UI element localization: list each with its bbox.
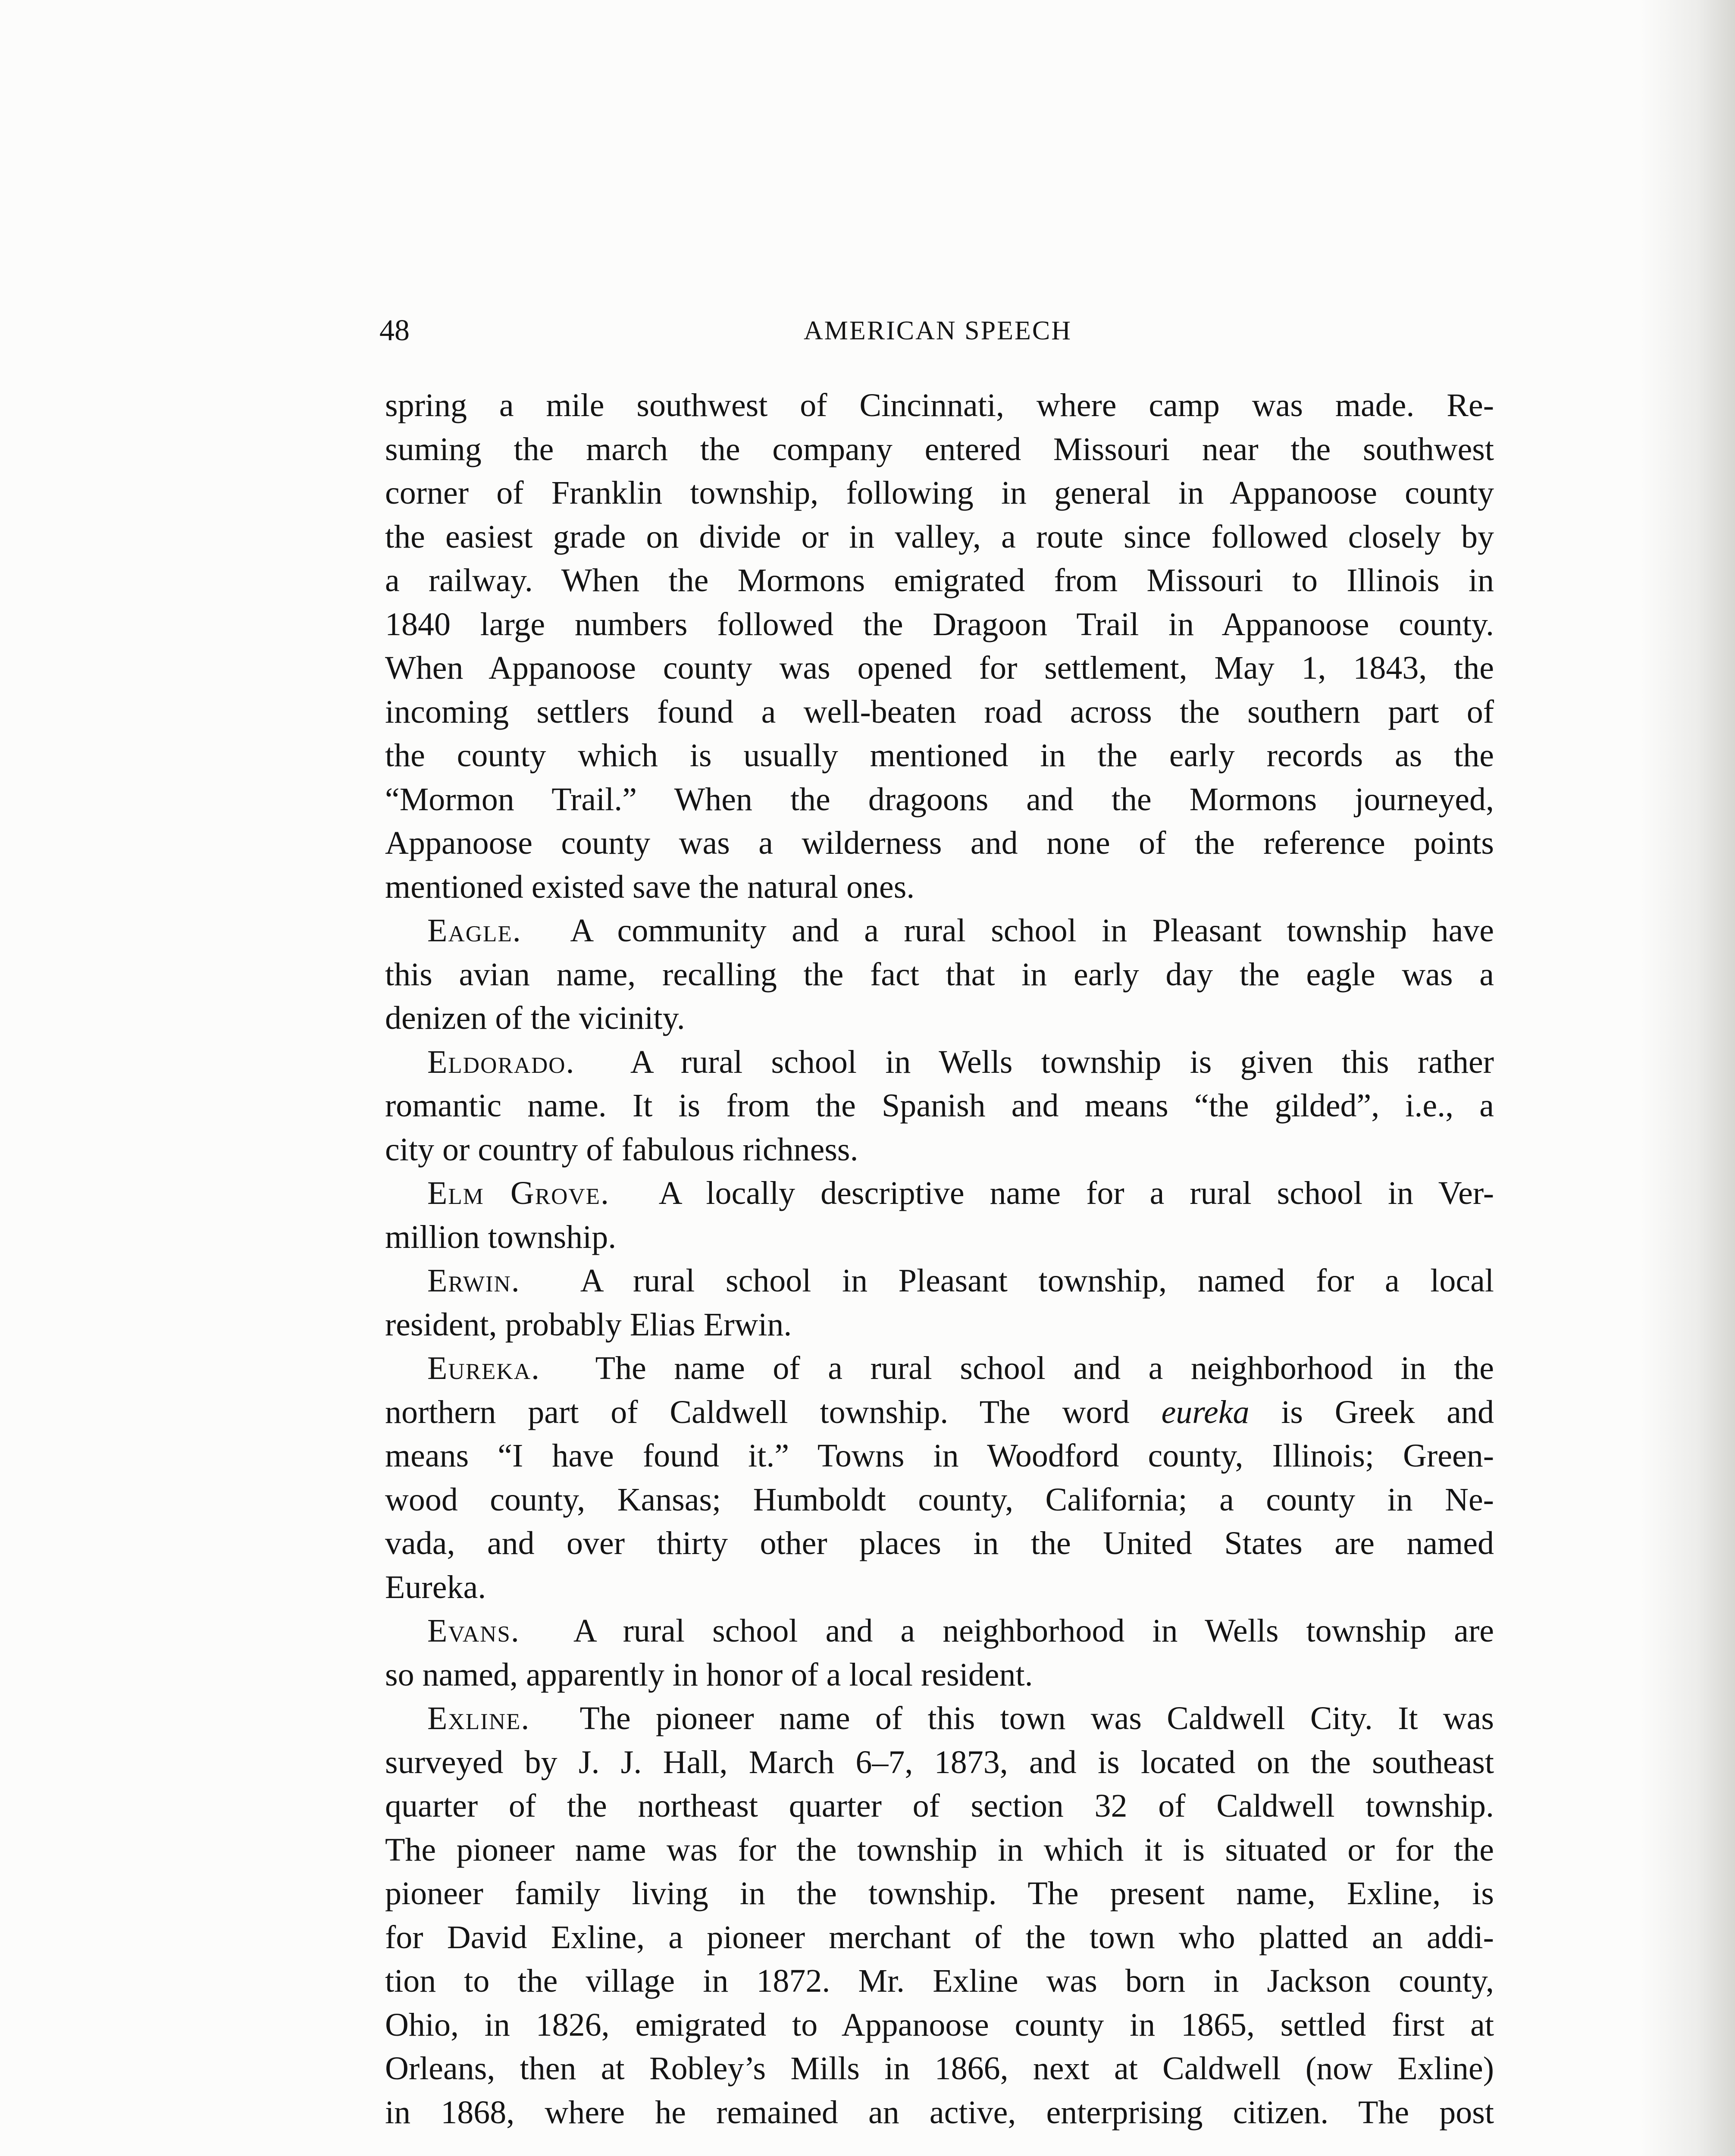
text-line: the county which is usually mentioned in the early records as the: [385, 737, 1494, 774]
text-line: Appanoose county was a wilderness and none of the reference points: [385, 825, 1494, 861]
text-line: vada, and over thirty other places in the United States are named: [385, 1525, 1494, 1561]
entry-term: Exline.: [427, 1700, 530, 1736]
text-line: northern part of Caldwell township. The word eureka is Greek and: [385, 1394, 1494, 1430]
entry-term: Eureka.: [427, 1350, 540, 1386]
text-line: in 1868, where he remained an active, enterprising citizen. The post: [385, 2094, 1494, 2131]
text-line: means “I have found it.” Towns in Woodford county, Illinois; Green-: [385, 1438, 1494, 1474]
body-text: [385, 384, 1494, 2134]
text-line: romantic name. It is from the Spanish and means “the gilded”, i.e., a: [385, 1087, 1494, 1124]
text-line: The pioneer name was for the township in which it is situated or for the: [385, 1831, 1494, 1868]
page-header: [379, 307, 1496, 354]
text-line: quarter of the northeast quarter of section 32 of Caldwell township.: [385, 1788, 1494, 1824]
entry-evans: Evans. A rural school and a neighborhood in Wells township are: [427, 1613, 1494, 1649]
text-line: incoming settlers found a well-beaten road across the southern part of: [385, 693, 1494, 730]
entry-term: Eldorado.: [427, 1044, 575, 1080]
entry-erwin: Erwin. A rural school in Pleasant township, named for a local: [427, 1263, 1494, 1299]
entry-eureka: Eureka. The name of a rural school and a neighborhood in the: [427, 1350, 1494, 1386]
entry-exline: Exline. The pioneer name of this town was Caldwell City. It was: [427, 1700, 1494, 1736]
text-line: the easiest grade on divide or in valley, a route since followed closely by: [385, 518, 1494, 555]
text-line: so named, apparently in honor of a local resident.: [385, 1656, 1033, 1693]
entry-term: Elm Grove.: [427, 1175, 610, 1211]
text-line: Orleans, then at Robley’s Mills in 1866, next at Caldwell (now Exline): [385, 2050, 1494, 2087]
text-line: corner of Franklin township, following in general in Appanoose county: [385, 475, 1494, 511]
running-head: AMERICAN SPEECH: [803, 316, 1072, 345]
text-line: suming the march the company entered Missouri near the southwest: [385, 431, 1494, 467]
text-line: “Mormon Trail.” When the dragoons and the Mormons journeyed,: [385, 781, 1494, 818]
entry-term: Eagle.: [427, 912, 522, 949]
entry-term: Erwin.: [427, 1263, 520, 1299]
italic-word: eureka: [1161, 1394, 1250, 1430]
text-line: tion to the village in 1872. Mr. Exline was born in Jackson county,: [385, 1963, 1494, 1999]
entry-elm-grove: Elm Grove. A locally descriptive name for a rural school in Ver-: [427, 1175, 1494, 1211]
text-line: pioneer family living in the township. The present name, Exline, is: [385, 1875, 1494, 1912]
text-line: this avian name, recalling the fact that in early day the eagle was a: [385, 956, 1494, 993]
text-line: surveyed by J. J. Hall, March 6–7, 1873, and is located on the southeast: [385, 1744, 1494, 1780]
text-line: mentioned existed save the natural ones.: [385, 868, 915, 905]
text-line: resident, probably Elias Erwin.: [385, 1306, 792, 1343]
text-line: Ohio, in 1826, emigrated to Appanoose county in 1865, settled first at: [385, 2006, 1494, 2043]
page-number: 48: [379, 314, 410, 347]
text-line: city or country of fabulous richness.: [385, 1131, 858, 1168]
entry-term: Evans.: [427, 1613, 520, 1649]
page-edge-shadow: [1640, 0, 1735, 2156]
text-line: million township.: [385, 1219, 617, 1255]
text-line: When Appanoose county was opened for settlement, May 1, 1843, the: [385, 650, 1494, 686]
text-line: spring a mile southwest of Cincinnati, where camp was made. Re-: [385, 387, 1494, 423]
text-line: 1840 large numbers followed the Dragoon Trail in Appanoose county.: [385, 606, 1494, 642]
text-line: a railway. When the Mormons emigrated from Missouri to Illinois in: [385, 562, 1494, 599]
text-line: for David Exline, a pioneer merchant of the town who platted an addi-: [385, 1919, 1494, 1955]
text-line: wood county, Kansas; Humboldt county, California; a county in Ne-: [385, 1481, 1494, 1518]
entry-eagle: Eagle. A community and a rural school in Pleasant township have: [427, 912, 1494, 949]
entry-eldorado: Eldorado. A rural school in Wells township is given this rather: [427, 1044, 1494, 1080]
text-line: denizen of the vicinity.: [385, 1000, 685, 1036]
text-line: Eureka.: [385, 1569, 486, 1605]
